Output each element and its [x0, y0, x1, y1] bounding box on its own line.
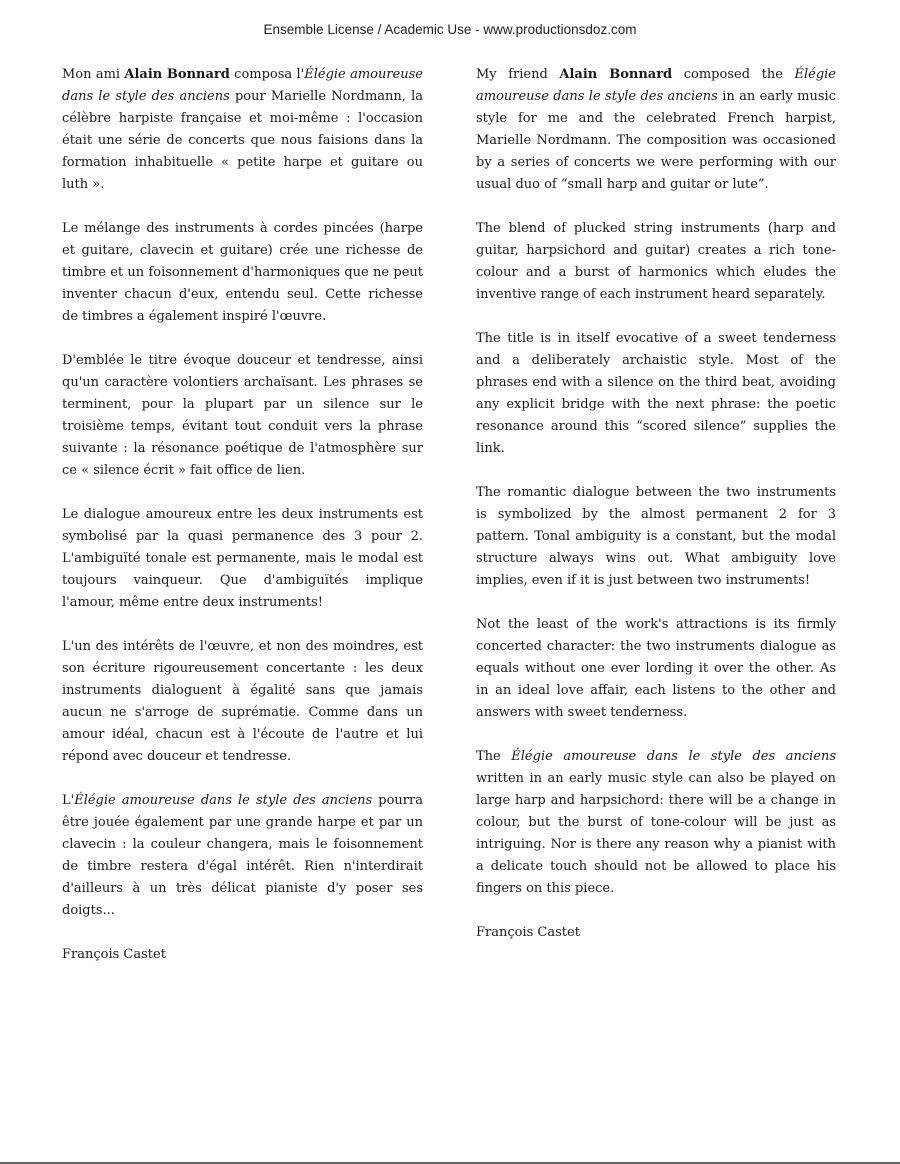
- english-paragraph-6: [476, 746, 836, 900]
- text-run: composed the: [672, 67, 795, 82]
- text-run: L': [62, 793, 75, 808]
- license-header: Ensemble License / Academic Use - www.productionsdoz.com: [263, 22, 637, 37]
- french-paragraph-3: D'emblée le titre évoque douceur et tendresse, ainsi qu'un caractère volontiers archaïsant. Les phrases se terminent, pour la plupart par un silence sur le troisième temps, évitant tout conduit vers la phrase suivante : la résonance poétique de l'atmosphère sur ce « silence écrit » fait office de lien.: [62, 353, 423, 478]
- english-paragraph-4: The romantic dialogue between the two instruments is symbolized by the almost permanent 2 for 3 pattern. Tonal ambiguity is a constant, but the modal structure always wins out. What ambiguity love implies, even if it is just between two instruments!: [476, 485, 836, 588]
- text-run: in an early music style for me and the celebrated French harpist, Marielle Nordmann. The composition was occasioned by a series of concerts we were performing with our usual duo of “small harp and guitar or lute”.: [476, 89, 836, 192]
- french-column: [62, 64, 423, 988]
- composer-name: Alain Bonnard: [124, 67, 230, 82]
- english-paragraph-2: The blend of plucked string instruments (harp and guitar, harpsichord and guitar) creates a rich tone-colour and a burst of harmonics which eludes the inventive range of each instrument heard separately.: [476, 221, 836, 302]
- french-paragraph-2: Le mélange des instruments à cordes pincées (harpe et guitare, clavecin et guitare) crée une richesse de timbre et un foisonnement d'harmoniques que ne peut inventer chacun d'eux, entendu seul. Cette richesse de timbres a également inspiré l'œuvre.: [62, 221, 423, 324]
- text-run: The: [476, 749, 512, 764]
- work-title: Élégie amoureuse dans le style des anciens: [476, 67, 836, 104]
- work-title: Élégie amoureuse dans le style des anciens: [511, 749, 836, 764]
- text-run: My friend: [476, 67, 560, 82]
- text-run: Mon ami: [62, 67, 125, 82]
- english-signature: François Castet: [476, 925, 580, 940]
- text-run: pourra être jouée également par une grande harpe et par un clavecin : la couleur changera, mais le foisonnement de timbre restera d'égal intérêt. Rien n'interdirait d'ailleurs à un très délicat pianiste d'y poser ses doigts...: [62, 793, 423, 918]
- text-run: written in an early music style can also be played on large harp and harpsichord: there will be a change in colour, but the burst of tone-colour will be just as intriguing. Nor is there any reason why a pianist with a delicate touch should not be allowed to place his fingers on this piece.: [476, 771, 836, 896]
- french-paragraph-6: [62, 790, 423, 922]
- french-signature: François Castet: [62, 947, 166, 962]
- work-title: Élégie amoureuse dans le style des anciens: [62, 67, 423, 104]
- french-paragraph-5: L'un des intérêts de l'œuvre, et non des moindres, est son écriture rigoureusement concertante : les deux instruments dialoguent à égalité sans que jamais aucun ne s'arroge de suprématie. Comme dans un amour idéal, chacun est à l'écoute de l'autre et lui répond avec douceur et tendresse.: [62, 639, 423, 764]
- french-paragraph-1: [62, 64, 423, 196]
- english-paragraph-3: The title is in itself evocative of a sweet tenderness and a deliberately archaistic style. Most of the phrases end with a silence on the third beat, avoiding any explicit bridge with the next phrase: the poetic resonance around this “scored silence” supplies the link.: [476, 331, 836, 456]
- english-column: [476, 64, 836, 966]
- composer-name: Alain Bonnard: [559, 67, 673, 82]
- english-paragraph-1: [476, 64, 836, 196]
- english-paragraph-5: Not the least of the work's attractions is its firmly concerted character: the two instruments dialogue as equals without one ever lording it over the other. As in an ideal love affair, each listens to the other and answers with sweet tenderness.: [476, 617, 836, 720]
- french-paragraph-4: Le dialogue amoureux entre les deux instruments est symbolisé par la quasi permanence des 3 pour 2. L'ambiguïté tonale est permanente, mais le modal est toujours vainqueur. Que d'ambiguïtés implique l'amour, même entre deux instruments!: [62, 507, 423, 610]
- work-title: Élégie amoureuse dans le style des anciens: [74, 793, 373, 808]
- text-run: pour Marielle Nordmann, la célèbre harpiste française et moi-même : l'occasion était une série de concerts que nous faisions dans la formation inhabituelle « petite harpe et guitare ou luth ».: [62, 89, 423, 192]
- text-run: composa l': [229, 67, 305, 82]
